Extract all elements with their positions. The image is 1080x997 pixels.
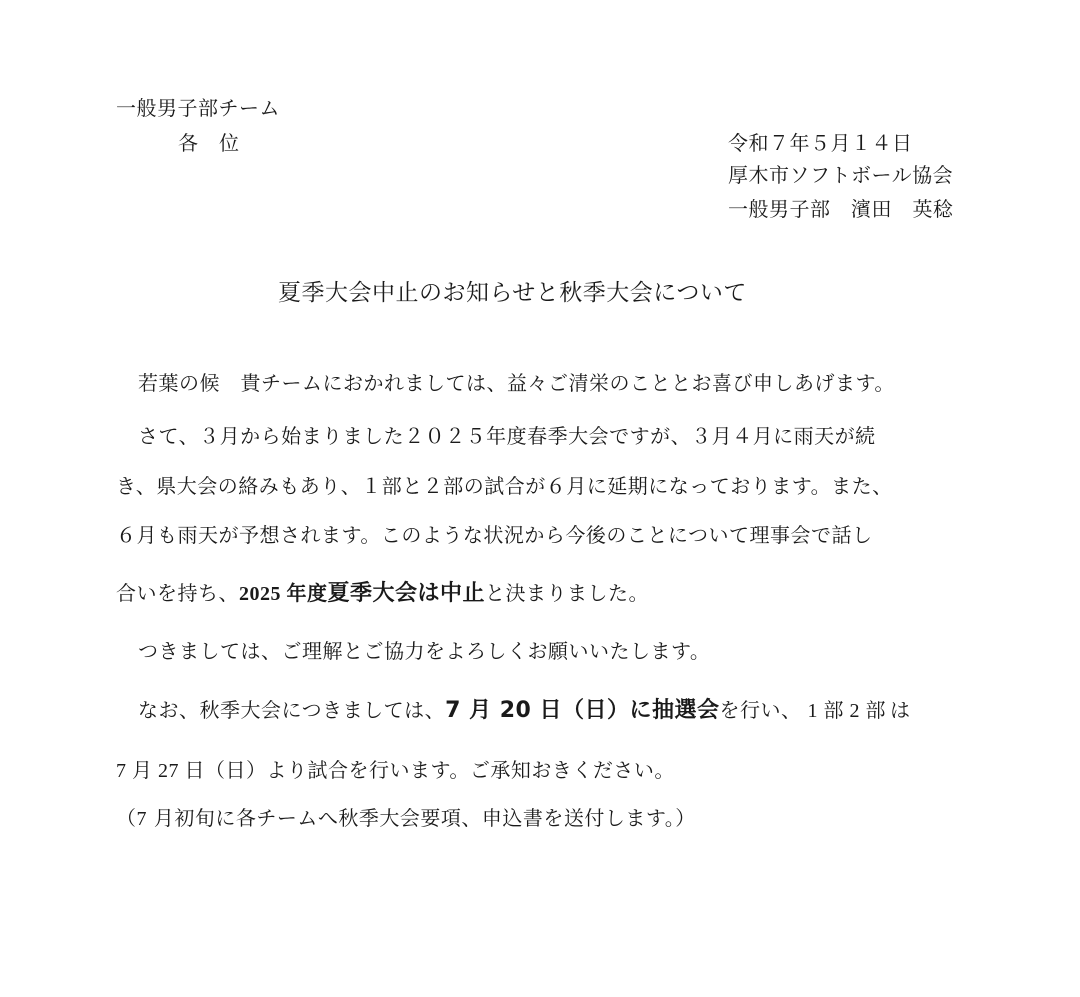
text-segment: （	[116, 806, 137, 830]
paragraph-autumn-games	[116, 757, 675, 784]
paragraph-greeting: 若葉の候 貴チームにおかれましては、益々ご清栄のこととお喜び申しあげます。	[138, 371, 895, 395]
document-title: 夏季大会中止のお知らせと秋季大会について	[278, 280, 747, 306]
paragraph-line-cancellation	[116, 580, 649, 607]
paragraph-line: き、県大会の絡みもあり、１部と２部の試合が６月に延期になっております。また、	[116, 474, 893, 498]
emphasis-year: 2025 年度	[239, 583, 328, 605]
paragraph-autumn-draw	[138, 697, 911, 724]
text-segment: は	[890, 698, 911, 722]
recipient: 一般男子部チーム	[116, 96, 280, 120]
text-segment: を行い、	[719, 698, 802, 722]
author: 一般男子部 濱田 英稔	[728, 197, 954, 221]
paragraph-line: さて、３月から始まりました２０２５年度春季大会ですが、３月４月に雨天が続	[138, 424, 876, 448]
paragraph-note	[116, 805, 696, 832]
salutation: 各 位	[178, 131, 240, 155]
paragraph-line: ６月も雨天が予想されます。このような状況から今後のことについて理事会で話し	[116, 523, 873, 547]
text-segment: なお、秋季大会につきましては、	[138, 698, 446, 722]
text-segment-date: 7 月 27 日	[116, 760, 205, 782]
date: 令和７年５月１４日	[728, 131, 913, 155]
text-segment: 合いを持ち、	[116, 581, 239, 605]
organization: 厚木市ソフトボール協会	[728, 163, 954, 187]
text-segment: 月初旬に各チームへ秋季大会要項、申込書を送付します。）	[147, 806, 696, 830]
text-segment: （日）より試合を行います。ご承知おきください。	[205, 758, 675, 782]
emphasis-draw-date: 7 月 20 日（日）に抽選会	[445, 698, 720, 723]
paragraph-request: つきましては、ご理解とご協力をよろしくお願いいたします。	[138, 639, 711, 663]
text-segment-number: 7	[136, 808, 147, 830]
text-segment-divisions: 1 部 2 部	[807, 700, 887, 722]
text-segment: と決まりました。	[485, 581, 650, 605]
emphasis-cancellation: 夏季大会は中止	[327, 581, 486, 606]
